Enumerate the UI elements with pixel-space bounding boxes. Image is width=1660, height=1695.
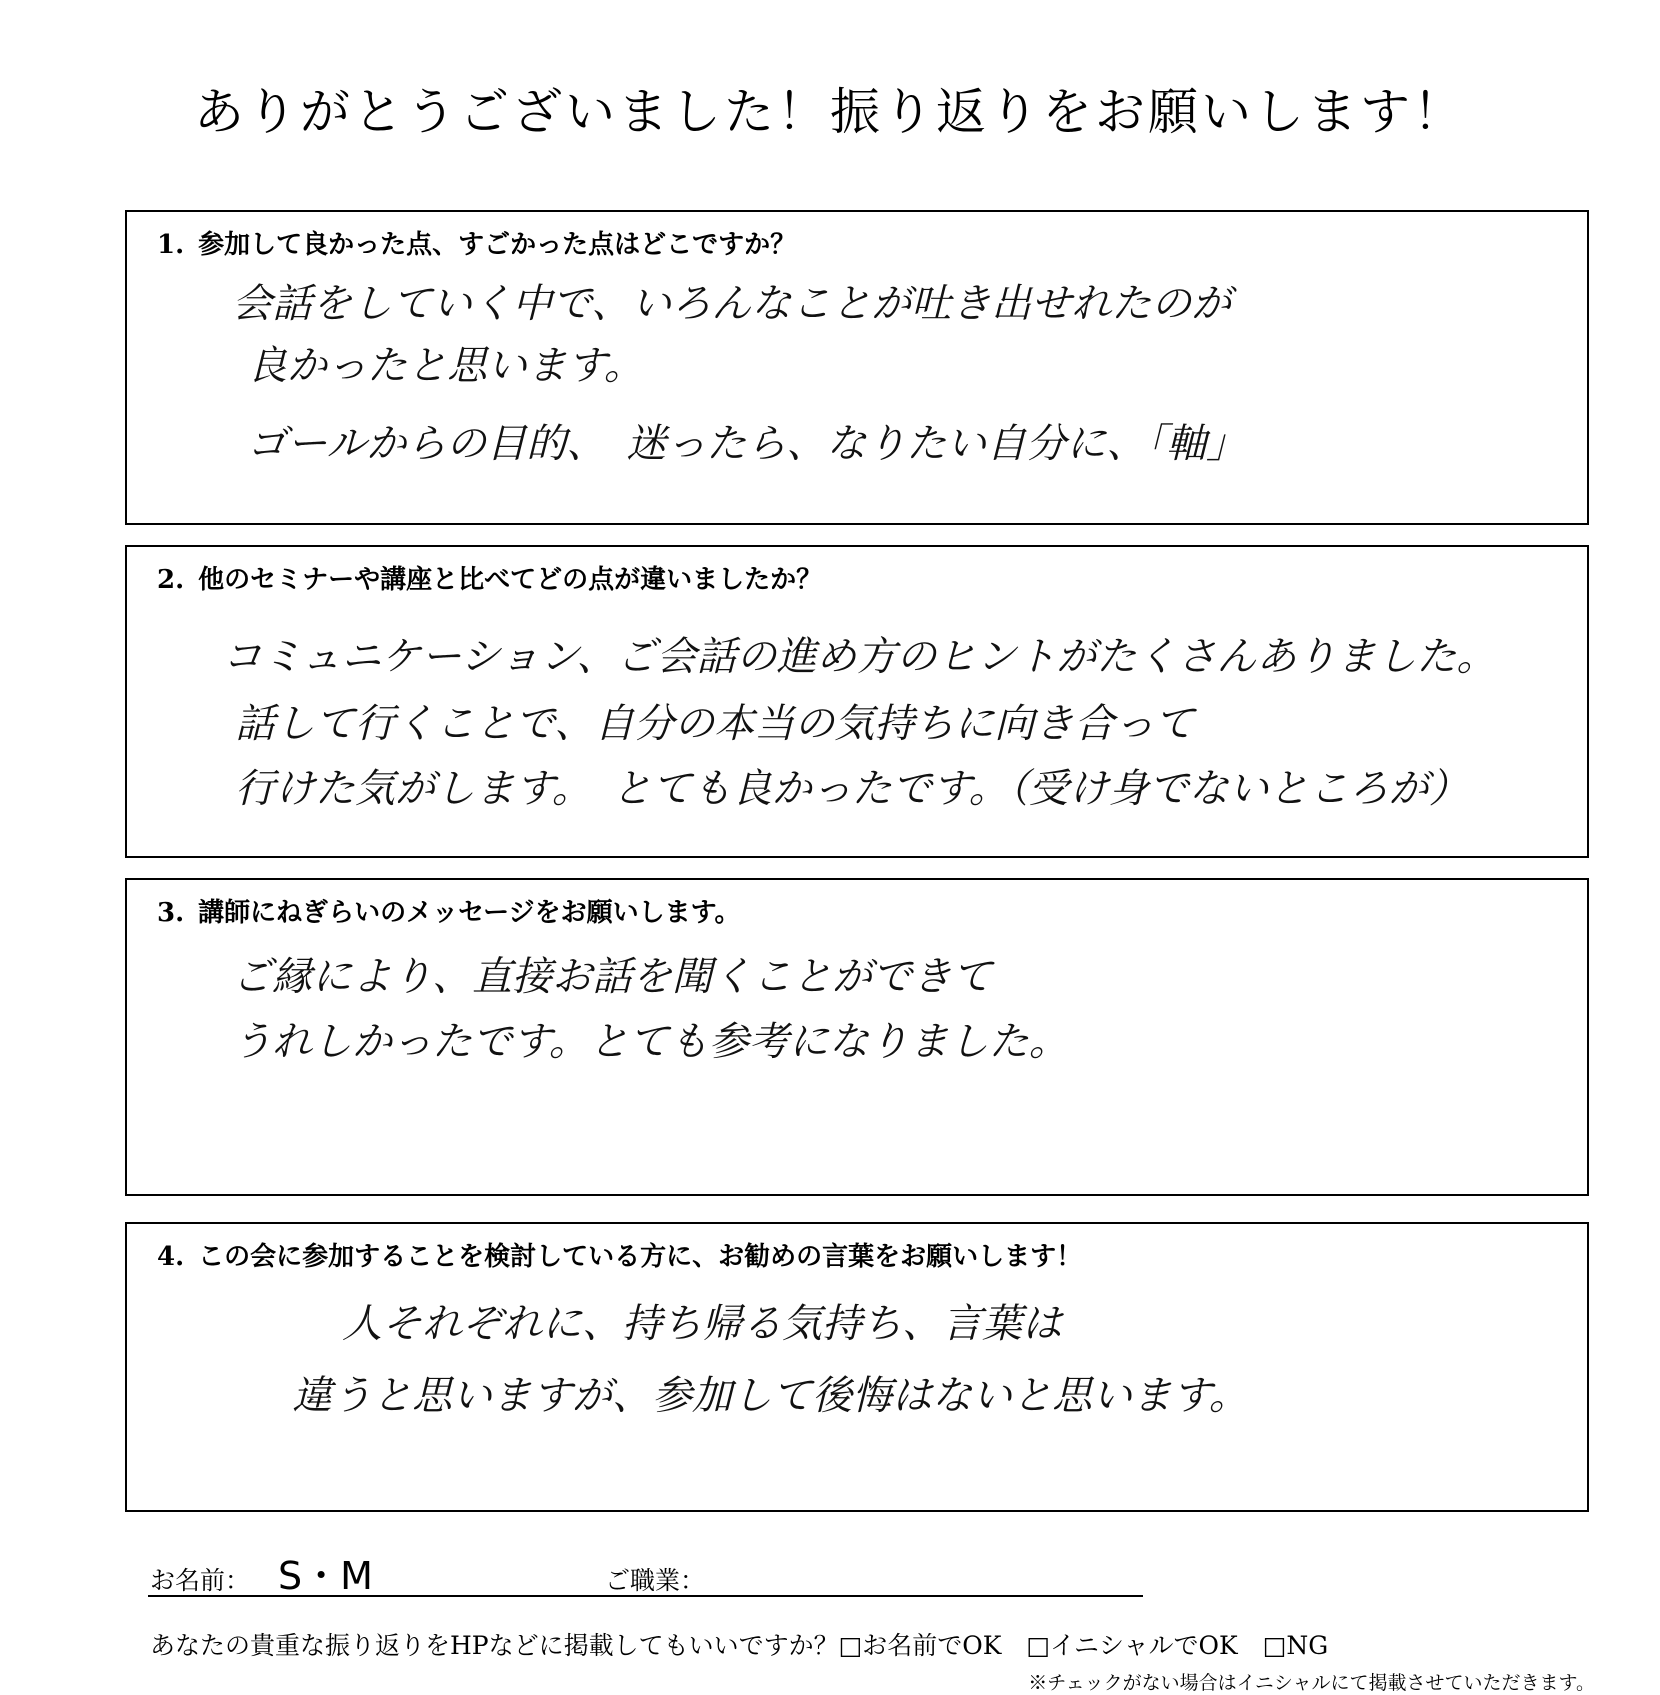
- name-underline: [148, 1595, 1143, 1597]
- question-number: 2.: [157, 565, 185, 595]
- answer-line: ご縁により、直接お話を聞くことができて: [232, 954, 992, 1000]
- answer-line: 行けた気がします。 とても良かったです。（受け身でないところが）: [235, 766, 1469, 812]
- answer-line: ゴールからの目的、 迷ったら、なりたい自分に、「軸」: [247, 421, 1247, 467]
- question-1: [157, 224, 796, 261]
- question-2: [157, 559, 822, 596]
- name-label: お名前：: [150, 1566, 251, 1595]
- name-value: S・M: [278, 1554, 373, 1598]
- question-box-1: [125, 210, 1589, 525]
- answer-line: 話して行くことで、自分の本当の気持ちに向き合って: [235, 701, 1195, 747]
- question-3: [157, 892, 741, 929]
- answer-line: 違うと思いますが、参加して後悔はないと思います。: [292, 1373, 1249, 1419]
- question-box-2: [125, 545, 1589, 858]
- page-title: ありがとうございました！振り返りをお願いします！: [194, 83, 1466, 141]
- occupation-label: ご職業：: [605, 1566, 706, 1595]
- question-text: この会に参加することを検討している方に、お勧めの言葉をお願いします！: [198, 1242, 1083, 1272]
- question-4: [157, 1236, 1082, 1273]
- answer-line: コミュニケーション、ご会話の進め方のヒントがたくさんありました。: [222, 634, 1497, 680]
- publication-consent: あなたの貴重な振り返りをHPなどに掲載してもいいですか？□お名前でOK □イニシャルでOK □NG: [150, 1631, 1329, 1660]
- question-number: 1.: [157, 230, 185, 260]
- question-text: 講師にねぎらいのメッセージをお願いします。: [198, 898, 741, 928]
- question-box-3: [125, 878, 1589, 1196]
- question-number: 3.: [157, 898, 185, 928]
- question-box-4: [125, 1222, 1589, 1512]
- answer-line: 人それぞれに、持ち帰る気持ち、言葉は: [342, 1301, 1062, 1347]
- question-text: 参加して良かった点、すごかった点はどこですか？: [198, 230, 797, 260]
- question-text: 他のセミナーや講座と比べてどの点が違いましたか？: [198, 565, 823, 595]
- answer-line: うれしかったです。とても参考になりました。: [232, 1019, 1069, 1065]
- answer-line: 会話をしていく中で、いろんなことが吐き出せれたのが: [232, 281, 1232, 327]
- consent-note: ※チェックがない場合はイニシャルにて掲載させていただきます。: [1028, 1672, 1595, 1694]
- answer-line: 良かったと思います。: [247, 343, 644, 389]
- question-number: 4.: [157, 1242, 185, 1272]
